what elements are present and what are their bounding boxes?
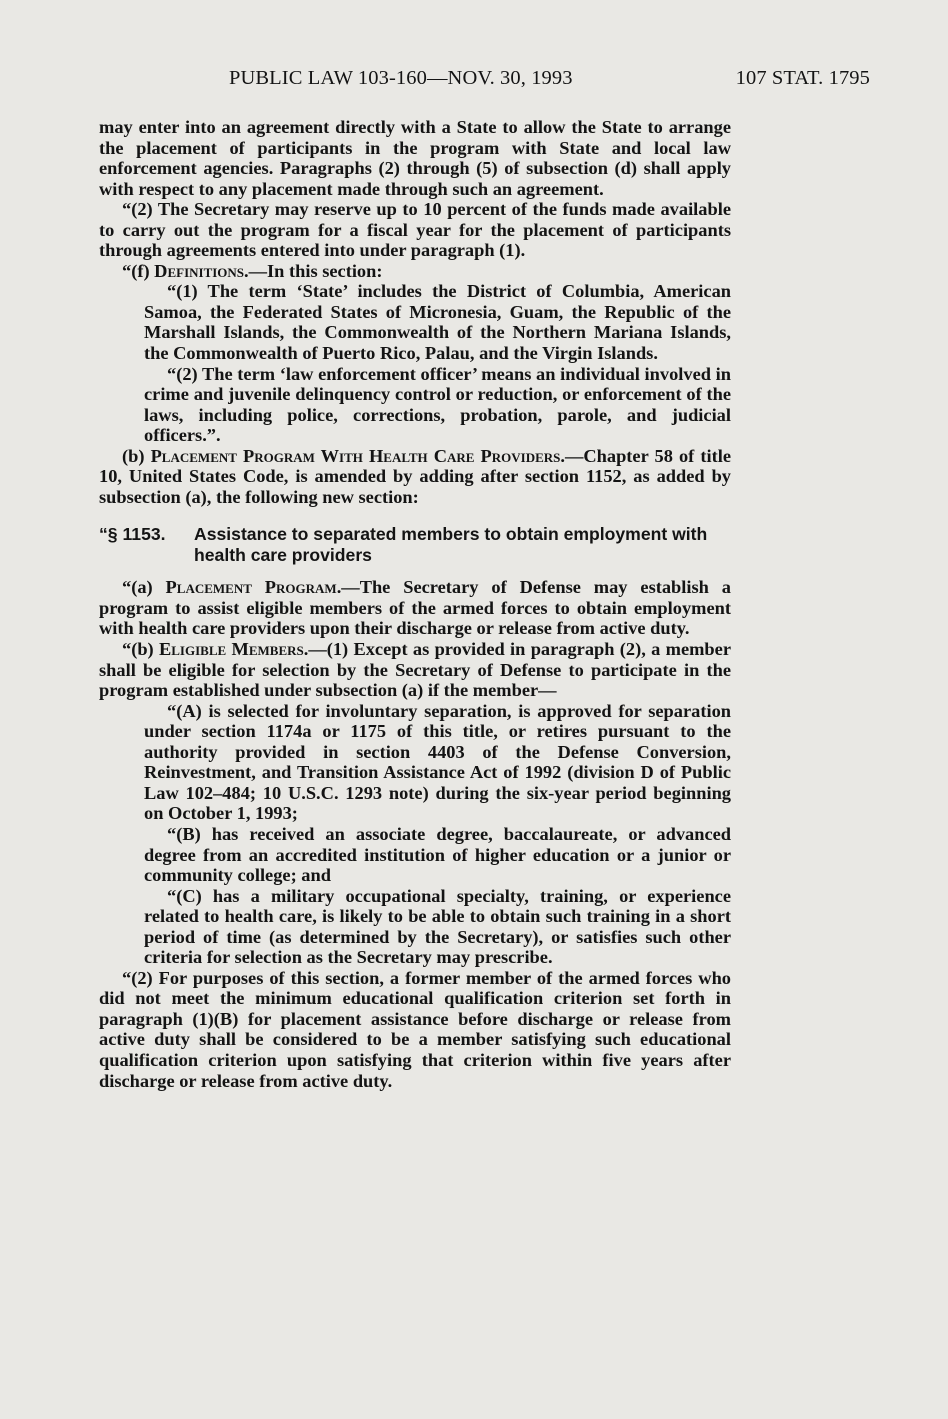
- subsection-placement-program: [99, 577, 731, 639]
- subsection-heading: Placement Program With Health Care Providers: [150, 445, 561, 466]
- paragraph-reserve-funds: “(2) The Secretary may reserve up to 10 percent of the funds made available to carry out the program for a fiscal year for the placement of participants through agreements entered into under paragraph (1).: [99, 199, 731, 261]
- clause-c-health-care-specialty: “(C) has a military occupational specialty, training, or experience related to health care, is likely to be able to obtain such training in a short period of time (as determined by the Secretary), or satisfies such other criteria for selection as the Secretary may prescribe.: [144, 885, 731, 968]
- subsection-heading: Eligible Members: [158, 639, 304, 660]
- section-number: “§ 1153.: [99, 524, 166, 545]
- subsection-text: .—The Secretary of Defense may establish a program to assist eligible members of the armed forces to obtain employment with health care providers upon their discharge or release from active duty.: [99, 577, 731, 639]
- subsection-label: “(a): [122, 577, 166, 598]
- section-title: Assistance to separated members to obtain employment with health care providers: [194, 524, 708, 566]
- header-title: PUBLIC LAW 103-160—NOV. 30, 1993: [229, 67, 573, 89]
- header-stat-page: 107 STAT. 1795: [735, 67, 870, 89]
- subsection-eligible-members: [99, 639, 731, 701]
- clause-a-involuntary-separation: “(A) is selected for involuntary separation, is approved for separation under section 1174a or 1175 of this title, or retires pursuant to the authority provided in section 4403 of the Defense Conversion, Reinvestment, and Transition Assistance Act of 1992 (division D of Public Law 102–484; 10 U.S.C. 1293 note) during the six-year period beginning on October 1, 1993;: [144, 700, 731, 824]
- document-body: [99, 117, 731, 1091]
- subsection-heading: Definitions: [154, 260, 245, 281]
- section-heading: [99, 524, 731, 566]
- subsection-heading: Placement Program: [165, 577, 337, 598]
- subsection-definitions: [99, 261, 731, 282]
- definition-law-enforcement-officer: “(2) The term ‘law enforcement officer’ means an individual involved in crime and juvenile delinquency control or reduction, or enforcement of the laws, including police, corrections, probation, parole, and judicial officers.”.: [144, 363, 731, 446]
- subsection-label: (b): [122, 445, 151, 466]
- paragraph-former-member: “(2) For purposes of this section, a former member of the armed forces who did not meet the minimum educational qualification criterion set forth in paragraph (1)(B) for placement assistance before discharge or release from active duty shall be considered to be a member satisfying such educational qualification criterion upon satisfying that criterion within five years after discharge or release from active duty.: [99, 967, 731, 1091]
- subsection-placement-health-care: [99, 446, 731, 508]
- subsection-text: .—Chapter 58 of title 10, United States Code, is amended by adding after section 1152, as added by subsection (a), the following new section:: [99, 445, 732, 507]
- subsection-text: .—In this section:: [244, 260, 383, 281]
- subsection-label: “(f): [122, 260, 155, 281]
- subsection-text: .—(1) Except as provided in paragraph (2), a member shall be eligible for selection by the Secretary of Defense to participate in the program established under subsection (a) if the member—: [99, 639, 731, 701]
- clause-b-degree: “(B) has received an associate degree, baccalaureate, or advanced degree from an accredited institution of higher education or a junior or community college; and: [144, 823, 731, 886]
- paragraph-agreement-with-state: may enter into an agreement directly with a State to allow the State to arrange the placement of participants in the program with State and local law enforcement agencies. Paragraphs (2) through (5) of subsection (d) shall apply with respect to any placement made through such an agreement.: [99, 117, 731, 199]
- definition-state: “(1) The term ‘State’ includes the District of Columbia, American Samoa, the Federated States of Micronesia, Guam, the Republic of the Marshall Islands, the Commonwealth of the Northern Mariana Islands, the Commonwealth of Puerto Rico, Palau, and the Virgin Islands.: [144, 281, 731, 364]
- subsection-label: “(b): [122, 639, 159, 660]
